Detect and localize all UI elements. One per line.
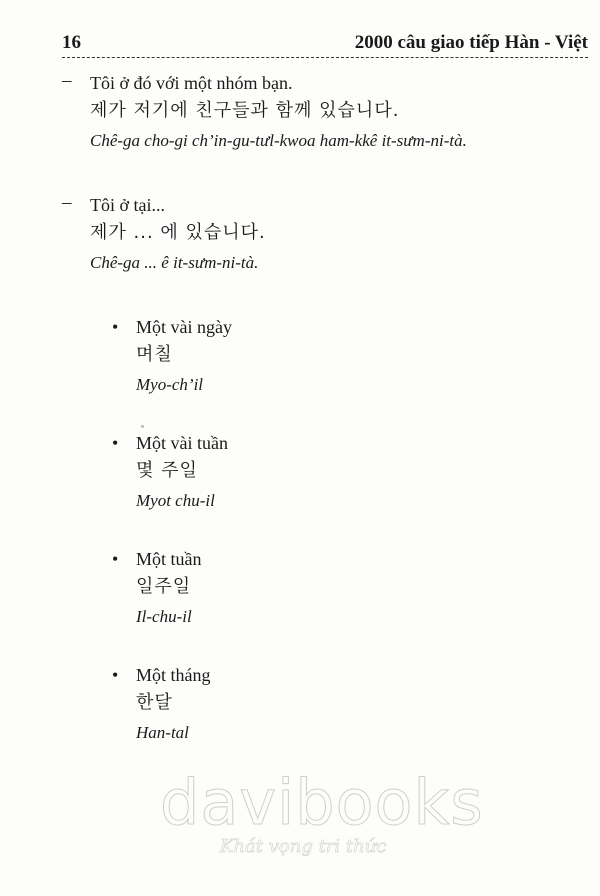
page-number: 16 <box>62 32 81 53</box>
vietnamese-word: Một vài ngày <box>136 317 232 337</box>
vocab-item <box>62 546 588 632</box>
korean-word: 몇 주일 <box>136 460 198 481</box>
vietnamese-word: Một tuần <box>136 549 202 569</box>
print-speck <box>141 425 144 428</box>
vietnamese-word: Một vài tuần <box>136 433 228 453</box>
romanization: Myot chu-il <box>136 491 215 510</box>
watermark-brand: davibooks <box>160 766 484 839</box>
vietnamese-word: Một tháng <box>136 665 211 685</box>
korean-word: 며칠 <box>136 344 173 365</box>
vocab-item <box>62 430 588 516</box>
korean-word: 일주일 <box>136 576 192 597</box>
dash-marker: – <box>62 70 72 91</box>
watermark-tagline: Khát vọng tri thức <box>220 836 387 857</box>
page-content <box>62 70 588 778</box>
vocabulary-list <box>62 314 588 748</box>
romanization: Chê-ga cho-gi ch’in-gu-tưl-kwoa ham-kkê it-sưm-ni-tà. <box>90 131 467 150</box>
vietnamese-phrase: Tôi ở đó với một nhóm bạn. <box>90 73 293 93</box>
korean-phrase: 제가 ... 에 있습니다. <box>90 222 266 243</box>
romanization: Il-chu-il <box>136 607 192 626</box>
dash-marker: – <box>62 192 72 213</box>
korean-word: 한달 <box>136 692 173 713</box>
vocab-item <box>62 662 588 748</box>
watermark-logo <box>160 766 484 857</box>
phrase-entry <box>62 192 588 278</box>
page-header <box>62 28 588 58</box>
bullet-marker: • <box>112 549 119 569</box>
romanization: Han-tal <box>136 723 189 742</box>
bullet-marker: • <box>112 317 119 337</box>
book-title: 2000 câu giao tiếp Hàn - Việt <box>354 32 588 53</box>
bullet-marker: • <box>112 433 119 453</box>
phrase-entry <box>62 70 588 156</box>
bullet-marker: • <box>112 665 119 685</box>
romanization: Chê-ga ... ê it-sưm-ni-tà. <box>90 253 259 272</box>
romanization: Myo-ch’il <box>136 375 204 394</box>
korean-phrase: 제가 저기에 친구들과 함께 있습니다. <box>90 100 400 121</box>
vocab-item <box>62 314 588 400</box>
vietnamese-phrase: Tôi ở tại... <box>90 195 166 215</box>
